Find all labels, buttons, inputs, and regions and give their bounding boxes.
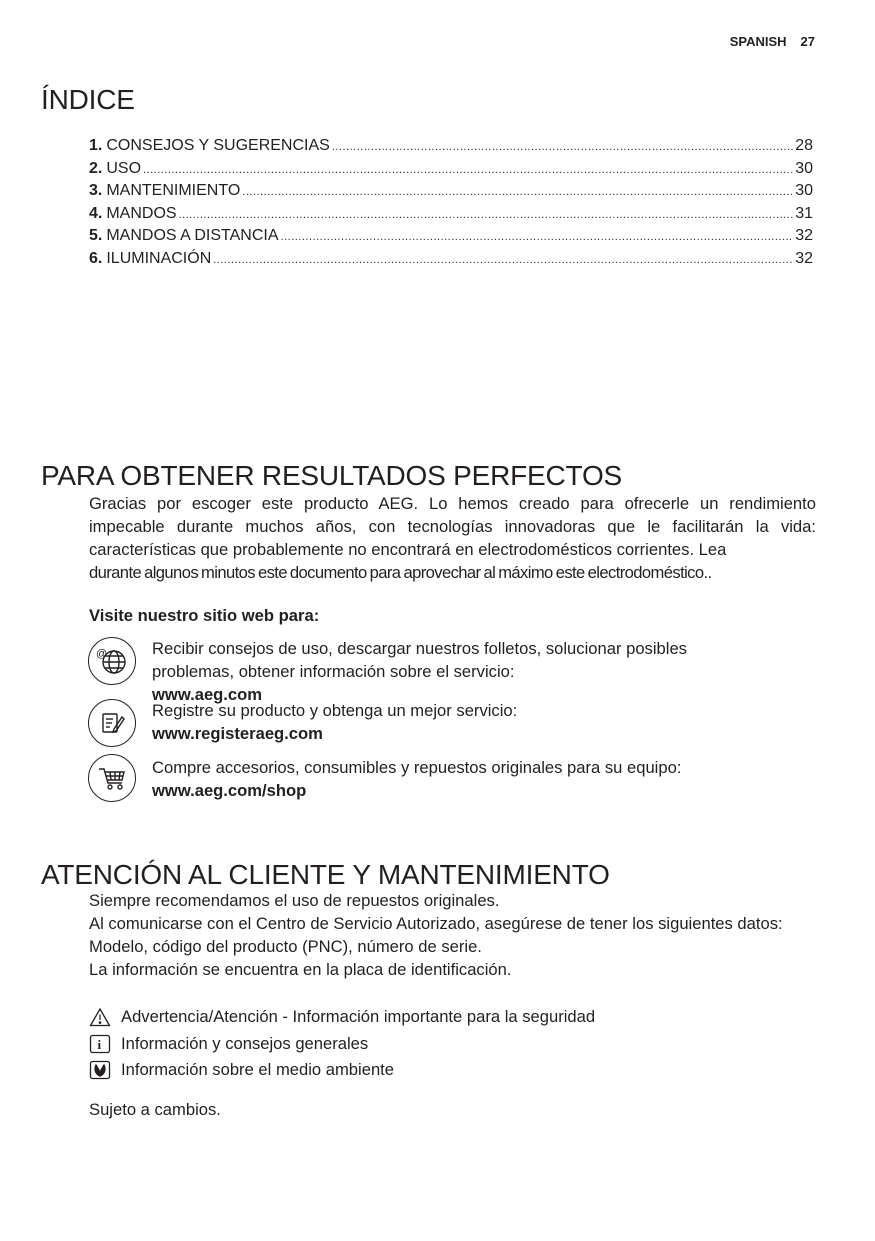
web-support-link[interactable]: www.aeg.com bbox=[152, 685, 263, 704]
web-support-row bbox=[88, 637, 752, 706]
shop-row bbox=[88, 754, 752, 802]
toc-page: 30 bbox=[795, 159, 813, 177]
toc-leader bbox=[143, 164, 793, 176]
service-line-2: Al comunicarse con el Centro de Servicio Autorizado, asegúrese de tener los siguientes datos: Modelo, código del producto (PNC), número de serie. bbox=[89, 914, 783, 956]
toc-leader bbox=[213, 254, 793, 266]
toc-label: MANDOS A DISTANCIA bbox=[106, 227, 279, 245]
environment-leaf-icon bbox=[89, 1060, 111, 1080]
toc-number: 3. bbox=[89, 182, 103, 200]
toc-page: 32 bbox=[795, 249, 813, 267]
web-globe-icon bbox=[88, 637, 136, 685]
environment-text: Información sobre el medio ambiente bbox=[121, 1060, 395, 1079]
toc-item[interactable] bbox=[89, 182, 813, 205]
toc-page: 28 bbox=[795, 137, 813, 154]
web-support-text: Recibir consejos de uso, descargar nuestros folletos, solucionar posibles problemas, obtener información sobre el servicio: bbox=[152, 639, 687, 681]
svg-text:i: i bbox=[97, 1037, 102, 1052]
shop-text: Compre accesorios, consumibles y repuestos originales para su equipo: bbox=[152, 758, 682, 777]
toc-leader bbox=[281, 231, 794, 243]
service-line-1: Siempre recomendamos el uso de repuestos originales. bbox=[89, 891, 500, 910]
toc-label: CONSEJOS Y SUGERENCIAS bbox=[106, 137, 330, 154]
toc-leader bbox=[242, 186, 793, 198]
toc-page: 30 bbox=[795, 182, 813, 200]
toc-number: 2. bbox=[89, 159, 103, 177]
register-row bbox=[88, 699, 752, 747]
intro-paragraph: Gracias por escoger este producto AEG. Lo hemos creado para ofrecerle un rendimiento impecable durante muchos años, con tecnologías innovadoras que le facilitarán la vida: características que probablemente no encontrará en electrodomésticos corrientes. Lea bbox=[89, 494, 816, 559]
language-label: SPANISH bbox=[729, 34, 787, 49]
index-title: ÍNDICE bbox=[41, 84, 135, 115]
results-title: PARA OBTENER RESULTADOS PERFECTOS bbox=[41, 460, 623, 491]
table-of-contents bbox=[89, 137, 813, 273]
service-line-3: La información se encuentra en la placa de identificación. bbox=[89, 960, 512, 979]
toc-item[interactable] bbox=[89, 250, 813, 273]
toc-page: 32 bbox=[795, 227, 813, 245]
warning-legend bbox=[89, 1007, 595, 1027]
register-link[interactable]: www.registeraeg.com bbox=[152, 724, 323, 743]
shopping-cart-icon bbox=[88, 754, 136, 802]
page-number: 27 bbox=[800, 34, 815, 49]
info-icon bbox=[89, 1034, 111, 1054]
environment-legend bbox=[89, 1060, 394, 1080]
toc-item[interactable] bbox=[89, 227, 813, 250]
toc-number: 5. bbox=[89, 227, 103, 245]
svg-text:@: @ bbox=[96, 648, 108, 660]
intro-last-line: durante algunos minutos este documento para aprovechar al máximo este electrodoméstico.. bbox=[89, 563, 712, 582]
warning-triangle-icon bbox=[89, 1007, 111, 1027]
info-text: Información y consejos generales bbox=[121, 1034, 369, 1053]
subject-to-change: Sujeto a cambios. bbox=[89, 1100, 221, 1119]
toc-label: ILUMINACIÓN bbox=[106, 249, 212, 267]
page-header bbox=[730, 34, 815, 49]
warning-text: Advertencia/Atención - Información importante para la seguridad bbox=[121, 1007, 596, 1026]
service-title: ATENCIÓN AL CLIENTE Y MANTENIMIENTO bbox=[41, 859, 610, 890]
toc-number: 4. bbox=[89, 204, 103, 222]
toc-label: MANTENIMIENTO bbox=[106, 182, 241, 200]
toc-number: 1. bbox=[89, 137, 103, 154]
info-legend bbox=[89, 1034, 368, 1054]
toc-item[interactable] bbox=[89, 205, 813, 228]
toc-number: 6. bbox=[89, 249, 103, 267]
toc-leader bbox=[179, 209, 794, 221]
visit-website-label: Visite nuestro sitio web para: bbox=[89, 606, 320, 625]
shop-link[interactable]: www.aeg.com/shop bbox=[152, 781, 307, 800]
toc-item[interactable] bbox=[89, 137, 813, 160]
register-text: Registre su producto y obtenga un mejor servicio: bbox=[152, 701, 518, 720]
toc-label: USO bbox=[106, 159, 142, 177]
toc-label: MANDOS bbox=[106, 204, 177, 222]
toc-leader bbox=[332, 141, 793, 153]
toc-page: 31 bbox=[795, 204, 813, 222]
register-document-icon bbox=[88, 699, 136, 747]
toc-item[interactable] bbox=[89, 160, 813, 183]
